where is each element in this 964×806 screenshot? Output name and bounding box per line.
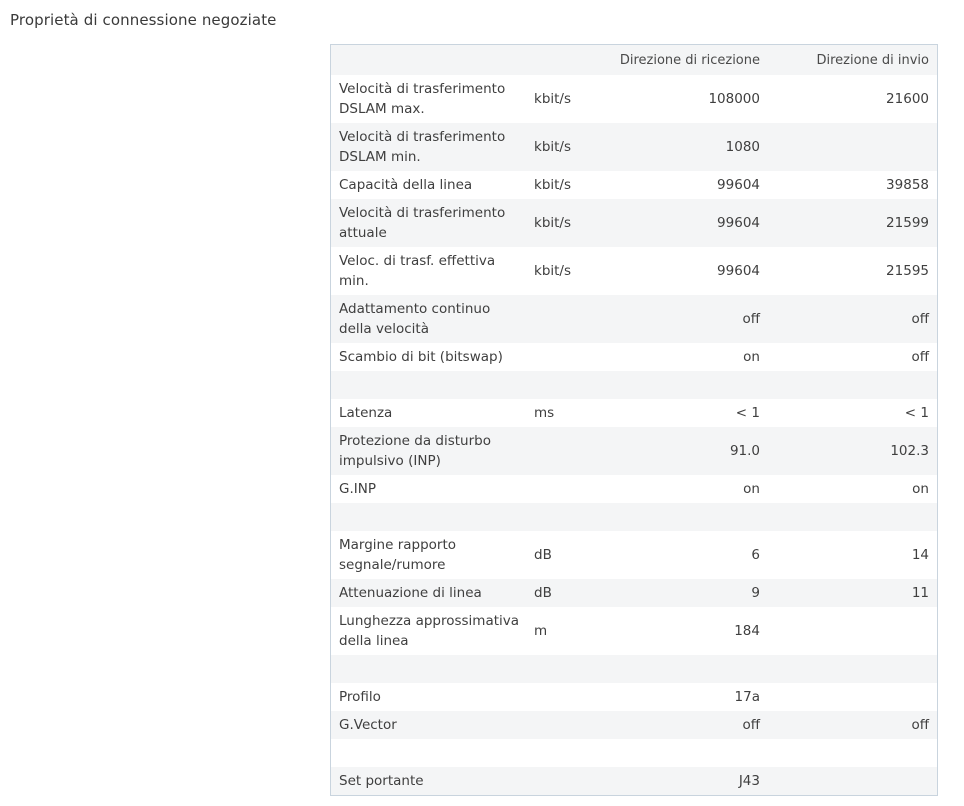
- row-unit: [528, 767, 598, 795]
- row-tx-value: [768, 503, 937, 531]
- row-unit: [528, 711, 598, 739]
- row-unit: kbit/s: [534, 139, 572, 155]
- row-unit: [528, 683, 598, 711]
- row-tx-value: off: [911, 311, 929, 327]
- row-unit: [528, 475, 598, 503]
- row-tx-value: 21600: [886, 91, 929, 107]
- table-row: [331, 343, 937, 371]
- row-tx-value: [768, 123, 937, 171]
- row-rx-value: 99604: [717, 263, 760, 279]
- row-rx-value: 17a: [734, 689, 760, 705]
- table-row: [331, 767, 937, 795]
- row-label: G.Vector: [339, 717, 397, 733]
- table-header-row: [331, 45, 937, 75]
- row-tx-value: off: [911, 717, 929, 733]
- spacer-row: [331, 371, 937, 399]
- row-unit: [528, 655, 598, 683]
- table-row: [331, 531, 937, 579]
- table-row: [331, 75, 937, 123]
- row-rx-value: off: [742, 311, 760, 327]
- table-row: [331, 579, 937, 607]
- table-row: [331, 295, 937, 343]
- table-row: [331, 171, 937, 199]
- table-row: [331, 711, 937, 739]
- row-rx-value: [598, 503, 768, 531]
- row-label: Protezione da disturbo impulsivo (INP): [339, 433, 491, 469]
- row-rx-value: 99604: [717, 177, 760, 193]
- row-unit: [528, 739, 598, 767]
- row-tx-value: [768, 607, 937, 655]
- row-rx-value: off: [742, 717, 760, 733]
- row-rx-value: 99604: [717, 215, 760, 231]
- row-label: [331, 739, 528, 767]
- row-label: Veloc. di trasf. effettiva min.: [339, 253, 496, 289]
- row-rx-value: on: [743, 481, 760, 497]
- row-unit: [528, 371, 598, 399]
- row-label: Set portante: [339, 773, 424, 789]
- table-row: [331, 683, 937, 711]
- row-unit: [528, 427, 598, 475]
- row-unit: kbit/s: [534, 263, 572, 279]
- row-unit: kbit/s: [534, 91, 572, 107]
- row-label: Velocità di trasferimento attuale: [339, 205, 506, 241]
- row-unit: m: [534, 623, 548, 639]
- row-label: Attenuazione di linea: [339, 585, 482, 601]
- row-tx-value: 21595: [886, 263, 929, 279]
- row-label: Velocità di trasferimento DSLAM max.: [339, 81, 506, 117]
- header-label: [331, 45, 528, 75]
- row-unit: [528, 295, 598, 343]
- row-unit: dB: [534, 585, 552, 601]
- row-label: [331, 371, 528, 399]
- row-rx-value: on: [743, 349, 760, 365]
- row-tx-value: 39858: [886, 177, 929, 193]
- row-tx-value: 11: [911, 585, 929, 601]
- row-label: Profilo: [339, 689, 381, 705]
- table-row: [331, 247, 937, 295]
- row-tx-value: 21599: [886, 215, 929, 231]
- header-unit: [528, 45, 598, 75]
- row-tx-value: 102.3: [890, 443, 929, 459]
- row-label: Velocità di trasferimento DSLAM min.: [339, 129, 506, 165]
- row-rx-value: [598, 371, 768, 399]
- row-label: Adattamento continuo della velocità: [339, 301, 491, 337]
- table-row: [331, 399, 937, 427]
- row-rx-value: 6: [751, 547, 760, 563]
- table-row: [331, 607, 937, 655]
- row-tx-value: [768, 655, 937, 683]
- row-unit: ms: [534, 405, 555, 421]
- row-label: Latenza: [339, 405, 393, 421]
- row-rx-value: 9: [751, 585, 760, 601]
- table-row: [331, 427, 937, 475]
- row-unit: [528, 503, 598, 531]
- page-title: Proprietà di connessione negoziate: [10, 11, 277, 29]
- row-label: Lunghezza approssimativa della linea: [339, 613, 520, 649]
- row-rx-value: [598, 655, 768, 683]
- row-label: Scambio di bit (bitswap): [339, 349, 503, 365]
- table-row: [331, 199, 937, 247]
- row-rx-value: 1080: [725, 139, 760, 155]
- spacer-row: [331, 503, 937, 531]
- row-label: [331, 503, 528, 531]
- row-tx-value: 14: [911, 547, 929, 563]
- row-rx-value: 91.0: [729, 443, 760, 459]
- row-label: [331, 655, 528, 683]
- row-unit: dB: [534, 547, 552, 563]
- row-rx-value: 108000: [708, 91, 760, 107]
- row-tx-value: [768, 683, 937, 711]
- spacer-row: [331, 739, 937, 767]
- table-row: [331, 123, 937, 171]
- header-tx: Direzione di invio: [816, 52, 929, 68]
- row-label: Margine rapporto segnale/rumore: [339, 537, 457, 573]
- row-rx-value: [598, 739, 768, 767]
- row-unit: kbit/s: [534, 177, 572, 193]
- row-tx-value: [768, 739, 937, 767]
- row-tx-value: [768, 767, 937, 795]
- row-rx-value: 184: [734, 623, 760, 639]
- row-tx-value: on: [912, 481, 929, 497]
- row-tx-value: off: [911, 349, 929, 365]
- header-rx: Direzione di ricezione: [619, 52, 760, 68]
- spacer-row: [331, 655, 937, 683]
- connection-properties-table: [330, 44, 938, 796]
- row-label: G.INP: [339, 481, 376, 497]
- row-unit: kbit/s: [534, 215, 572, 231]
- row-tx-value: < 1: [904, 405, 929, 421]
- row-label: Capacità della linea: [339, 177, 473, 193]
- table-row: [331, 475, 937, 503]
- row-unit: [528, 343, 598, 371]
- row-rx-value: < 1: [735, 405, 760, 421]
- row-rx-value: J43: [738, 773, 760, 789]
- row-tx-value: [768, 371, 937, 399]
